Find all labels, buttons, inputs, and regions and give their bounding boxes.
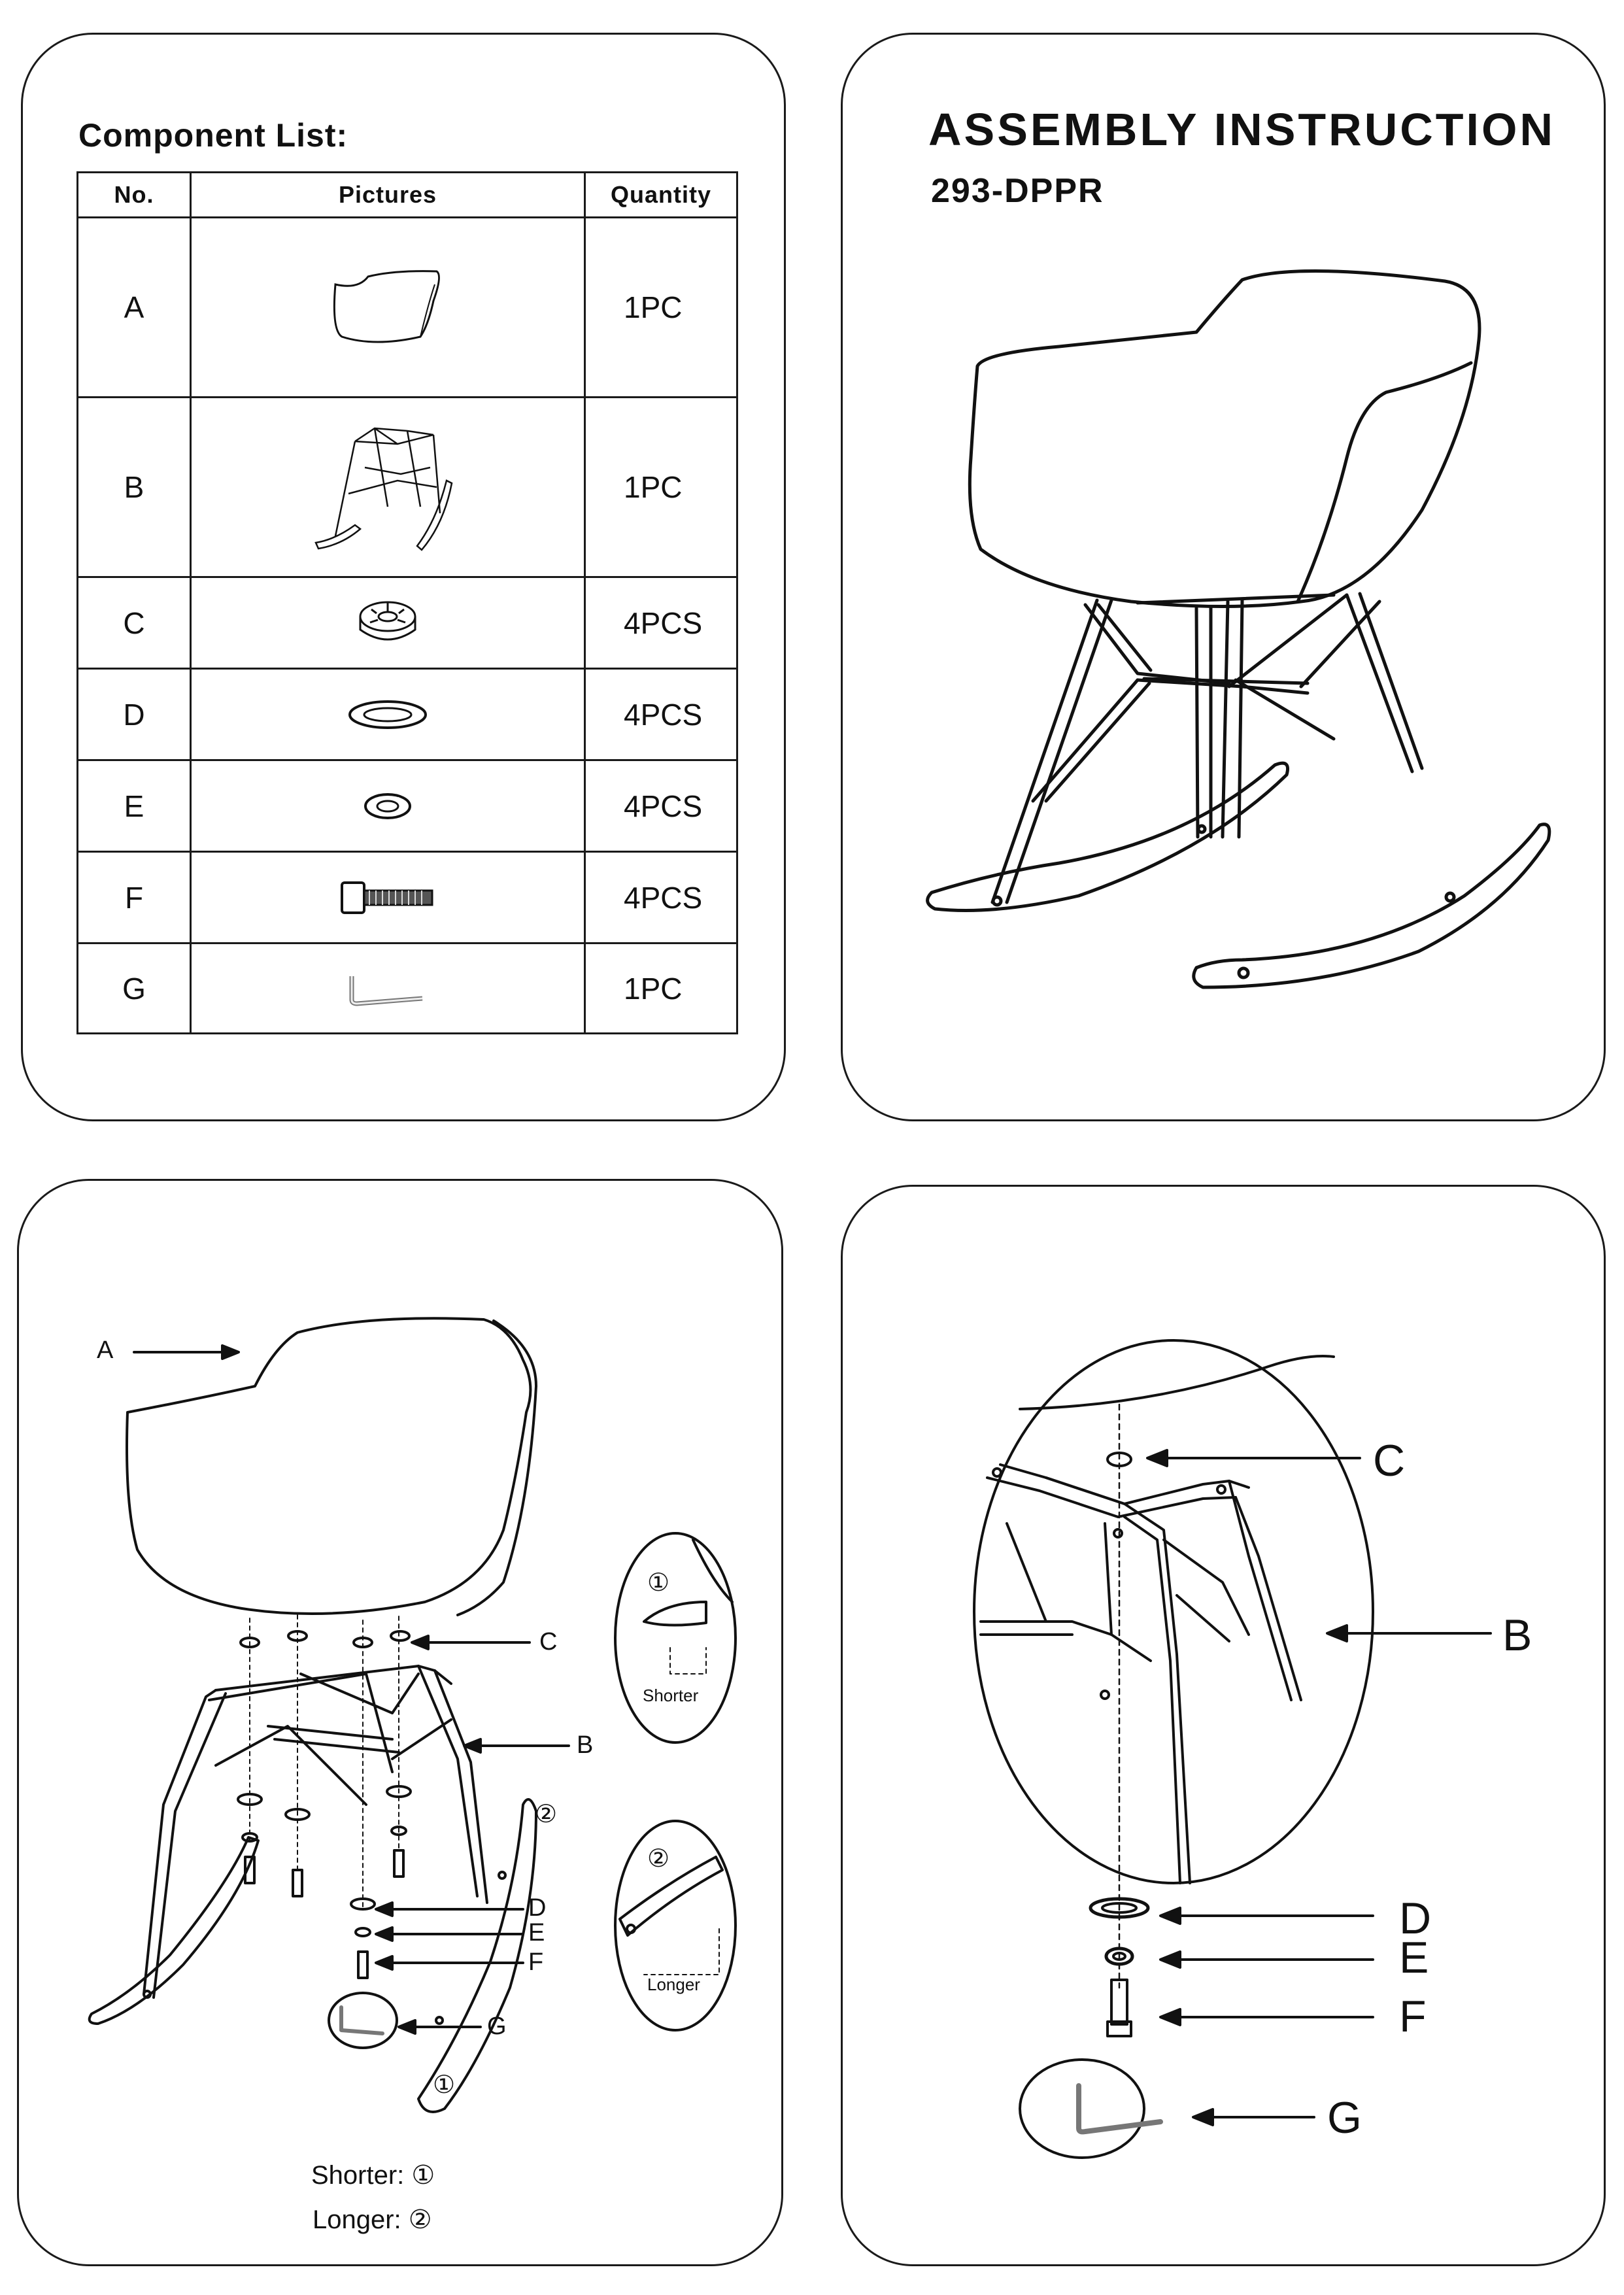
rocker-base-icon — [309, 415, 466, 559]
model-number: 293-DPPR — [931, 172, 1104, 210]
allen-key-icon — [345, 966, 430, 1012]
assembly-title: ASSEMBLY INSTRUCTION — [928, 104, 1555, 155]
longer-note: Longer — [647, 1975, 700, 1994]
table-row — [78, 398, 737, 577]
detail-label-f: F — [1399, 1992, 1427, 2041]
header-pictures: Pictures — [191, 173, 585, 218]
label-e: E — [528, 1919, 545, 1946]
row-quantity: 1PC — [585, 398, 737, 577]
shorter-note: Shorter — [643, 1686, 699, 1705]
callout-one-marker: ① — [433, 2071, 456, 2099]
detail-label-d: D — [1399, 1894, 1432, 1943]
detail-label-g: G — [1327, 2093, 1362, 2143]
table-row — [78, 852, 737, 944]
row-no: B — [78, 398, 191, 577]
seat-shell-icon — [322, 265, 453, 350]
row-quantity: 4PCS — [585, 577, 737, 669]
row-quantity: 4PCS — [585, 760, 737, 852]
label-a: A — [97, 1336, 114, 1364]
row-quantity: 4PCS — [585, 669, 737, 760]
header-quantity: Quantity — [585, 173, 737, 218]
detail-two-marker: ② — [647, 1845, 670, 1873]
label-b: B — [577, 1731, 594, 1759]
table-row — [78, 760, 737, 852]
row-no: D — [78, 669, 191, 760]
flat-washer-icon — [345, 695, 430, 734]
exploded-view-panel — [17, 1179, 783, 2266]
detail-label-c: C — [1373, 1436, 1406, 1486]
row-no: F — [78, 852, 191, 944]
row-quantity: 4PCS — [585, 852, 737, 944]
label-f: F — [528, 1948, 544, 1976]
spring-washer-icon — [358, 787, 417, 826]
label-d: D — [528, 1894, 547, 1922]
row-no: A — [78, 218, 191, 398]
label-c: C — [539, 1628, 558, 1656]
callout-two-marker: ② — [535, 1801, 558, 1828]
legend-shorter: Shorter: ① — [311, 2161, 435, 2190]
row-quantity: 1PC — [585, 218, 737, 398]
table-row — [78, 577, 737, 669]
header-no: No. — [78, 173, 191, 218]
row-no: C — [78, 577, 191, 669]
table-row — [78, 669, 737, 760]
row-no: E — [78, 760, 191, 852]
table-row — [78, 218, 737, 398]
row-quantity: 1PC — [585, 944, 737, 1034]
detail-view-panel — [841, 1185, 1606, 2266]
legend-longer: Longer: ② — [313, 2205, 432, 2234]
bolt-icon — [335, 875, 440, 921]
detail-label-e: E — [1399, 1933, 1429, 1982]
detail-label-b: B — [1502, 1610, 1532, 1660]
component-list-title: Component List: — [78, 117, 348, 154]
component-table — [76, 171, 738, 1034]
table-row — [78, 944, 737, 1034]
label-g: G — [487, 2013, 507, 2040]
row-no: G — [78, 944, 191, 1034]
table-header-row — [78, 173, 737, 218]
detail-one-marker: ① — [647, 1569, 670, 1597]
mount-cap-icon — [352, 594, 424, 653]
